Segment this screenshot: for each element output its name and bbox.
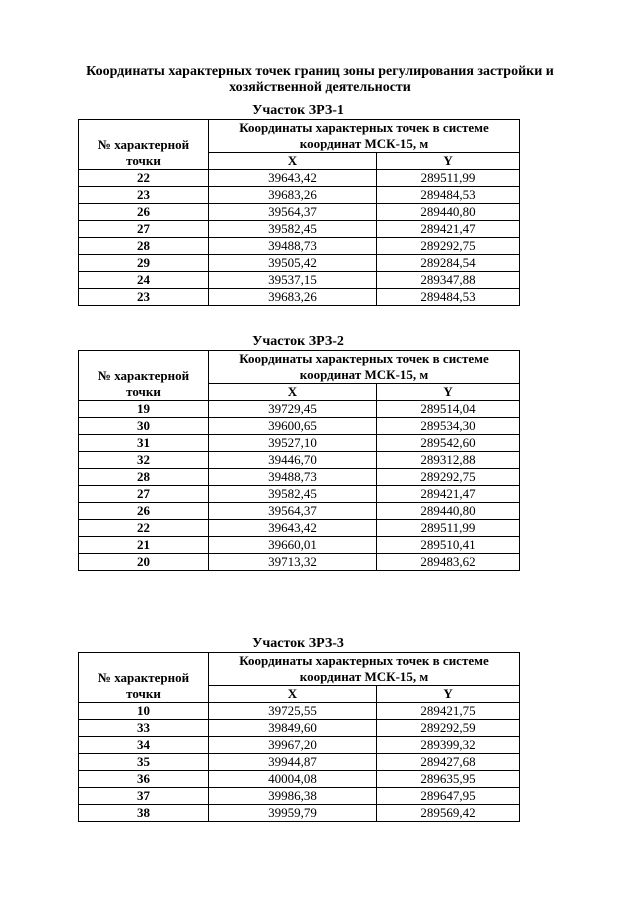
y-coordinate-cell: 289427,68 [377, 754, 520, 771]
section-title-zrz3: Участок ЗРЗ-3 [252, 636, 344, 651]
table-row [79, 486, 520, 503]
point-number-cell: 21 [79, 537, 209, 554]
y-coordinate-cell: 289514,04 [377, 401, 520, 418]
x-coordinate-cell: 39600,65 [209, 418, 377, 435]
section-title-zrz1: Участок ЗРЗ-1 [252, 103, 344, 118]
x-coordinate-cell: 39505,42 [209, 255, 377, 272]
y-coordinate-cell: 289647,95 [377, 788, 520, 805]
document-title-line2: хозяйственной деятельности [229, 80, 411, 95]
table-row [79, 255, 520, 272]
x-coordinate-cell: 39725,55 [209, 703, 377, 720]
x-coordinate-cell: 39643,42 [209, 170, 377, 187]
header-point-number: № характерной точки [79, 351, 209, 401]
table-row [79, 788, 520, 805]
point-number-cell: 34 [79, 737, 209, 754]
y-coordinate-cell: 289399,32 [377, 737, 520, 754]
point-number-cell: 37 [79, 788, 209, 805]
point-number-cell: 28 [79, 238, 209, 255]
y-coordinate-cell: 289292,59 [377, 720, 520, 737]
point-number-cell: 27 [79, 486, 209, 503]
table-row [79, 272, 520, 289]
table-row [79, 737, 520, 754]
header-y: Y [377, 384, 520, 401]
point-number-cell: 19 [79, 401, 209, 418]
table-row [79, 435, 520, 452]
y-coordinate-cell: 289421,47 [377, 221, 520, 238]
table-row [79, 805, 520, 822]
x-coordinate-cell: 39967,20 [209, 737, 377, 754]
header-x: X [209, 686, 377, 703]
y-coordinate-cell: 289421,47 [377, 486, 520, 503]
coords-table-zrz3 [78, 652, 520, 822]
x-coordinate-cell: 39849,60 [209, 720, 377, 737]
point-number-cell: 30 [79, 418, 209, 435]
y-coordinate-cell: 289534,30 [377, 418, 520, 435]
y-coordinate-cell: 289635,95 [377, 771, 520, 788]
y-coordinate-cell: 289569,42 [377, 805, 520, 822]
point-number-cell: 26 [79, 204, 209, 221]
y-coordinate-cell: 289440,80 [377, 204, 520, 221]
table-row [79, 238, 520, 255]
y-coordinate-cell: 289292,75 [377, 238, 520, 255]
point-number-cell: 20 [79, 554, 209, 571]
table-row [79, 170, 520, 187]
table-row [79, 418, 520, 435]
point-number-cell: 29 [79, 255, 209, 272]
x-coordinate-cell: 39643,42 [209, 520, 377, 537]
table-row [79, 754, 520, 771]
x-coordinate-cell: 39660,01 [209, 537, 377, 554]
y-coordinate-cell: 289284,54 [377, 255, 520, 272]
header-point-number: № характерной точки [79, 653, 209, 703]
x-coordinate-cell: 39683,26 [209, 187, 377, 204]
point-number-cell: 22 [79, 170, 209, 187]
y-coordinate-cell: 289292,75 [377, 469, 520, 486]
y-coordinate-cell: 289421,75 [377, 703, 520, 720]
point-number-cell: 33 [79, 720, 209, 737]
point-number-cell: 35 [79, 754, 209, 771]
table-row [79, 703, 520, 720]
table-row [79, 771, 520, 788]
y-coordinate-cell: 289484,53 [377, 187, 520, 204]
point-number-cell: 28 [79, 469, 209, 486]
x-coordinate-cell: 39729,45 [209, 401, 377, 418]
point-number-cell: 32 [79, 452, 209, 469]
point-number-cell: 22 [79, 520, 209, 537]
point-number-cell: 27 [79, 221, 209, 238]
table-row [79, 289, 520, 306]
table-row [79, 452, 520, 469]
table-row [79, 401, 520, 418]
x-coordinate-cell: 39488,73 [209, 469, 377, 486]
x-coordinate-cell: 39537,15 [209, 272, 377, 289]
point-number-cell: 23 [79, 187, 209, 204]
header-x: X [209, 153, 377, 170]
y-coordinate-cell: 289510,41 [377, 537, 520, 554]
x-coordinate-cell: 39564,37 [209, 503, 377, 520]
point-number-cell: 10 [79, 703, 209, 720]
x-coordinate-cell: 40004,08 [209, 771, 377, 788]
y-coordinate-cell: 289483,62 [377, 554, 520, 571]
table-row [79, 537, 520, 554]
x-coordinate-cell: 39488,73 [209, 238, 377, 255]
y-coordinate-cell: 289312,88 [377, 452, 520, 469]
x-coordinate-cell: 39683,26 [209, 289, 377, 306]
header-y: Y [377, 686, 520, 703]
y-coordinate-cell: 289440,80 [377, 503, 520, 520]
x-coordinate-cell: 39446,70 [209, 452, 377, 469]
point-number-cell: 31 [79, 435, 209, 452]
section-title-zrz2: Участок ЗРЗ-2 [252, 334, 344, 349]
point-number-cell: 24 [79, 272, 209, 289]
table-row [79, 204, 520, 221]
y-coordinate-cell: 289511,99 [377, 520, 520, 537]
y-coordinate-cell: 289484,53 [377, 289, 520, 306]
table-row [79, 469, 520, 486]
x-coordinate-cell: 39944,87 [209, 754, 377, 771]
x-coordinate-cell: 39959,79 [209, 805, 377, 822]
x-coordinate-cell: 39582,45 [209, 221, 377, 238]
point-number-cell: 38 [79, 805, 209, 822]
y-coordinate-cell: 289542,60 [377, 435, 520, 452]
table-row [79, 187, 520, 204]
table-row [79, 503, 520, 520]
header-x: X [209, 384, 377, 401]
x-coordinate-cell: 39582,45 [209, 486, 377, 503]
x-coordinate-cell: 39527,10 [209, 435, 377, 452]
table-row [79, 720, 520, 737]
y-coordinate-cell: 289347,88 [377, 272, 520, 289]
x-coordinate-cell: 39986,38 [209, 788, 377, 805]
table-row [79, 221, 520, 238]
point-number-cell: 26 [79, 503, 209, 520]
point-number-cell: 23 [79, 289, 209, 306]
table-row [79, 554, 520, 571]
x-coordinate-cell: 39713,32 [209, 554, 377, 571]
y-coordinate-cell: 289511,99 [377, 170, 520, 187]
table-row [79, 520, 520, 537]
x-coordinate-cell: 39564,37 [209, 204, 377, 221]
header-coordinates: Координаты характерных точек в системе координат МСК-15, м [209, 351, 520, 384]
point-number-cell: 36 [79, 771, 209, 788]
header-coordinates: Координаты характерных точек в системе координат МСК-15, м [209, 653, 520, 686]
header-point-number: № характерной точки [79, 120, 209, 170]
document-title-line1: Координаты характерных точек границ зоны регулирования застройки и [86, 64, 554, 79]
coords-table-zrz2 [78, 350, 520, 571]
header-coordinates: Координаты характерных точек в системе координат МСК-15, м [209, 120, 520, 153]
coords-table-zrz1 [78, 119, 520, 306]
header-y: Y [377, 153, 520, 170]
